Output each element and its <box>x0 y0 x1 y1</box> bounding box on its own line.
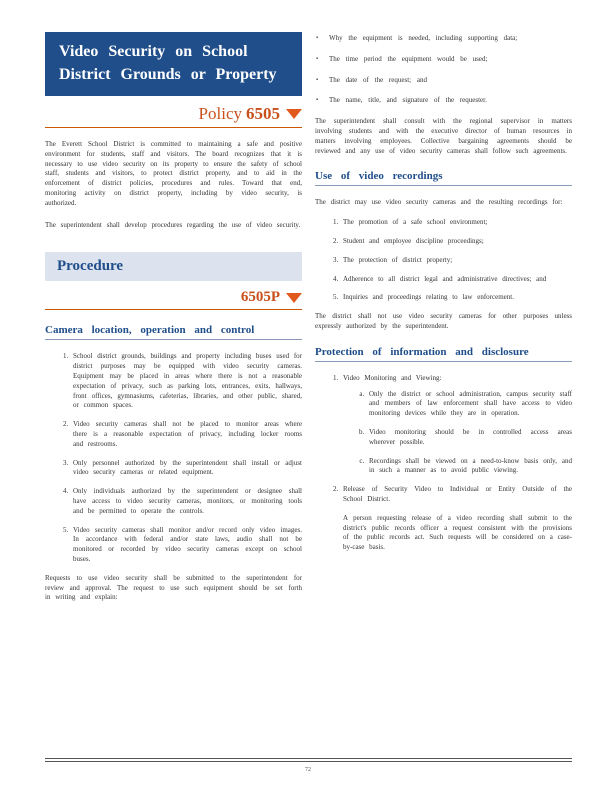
policy-number: 6505 <box>246 104 280 123</box>
procedure-heading-box <box>45 252 302 281</box>
bullet-text: Why the equipment is needed, including supporting data; <box>329 34 518 42</box>
policy-label: Policy <box>198 104 242 123</box>
footer-divider <box>45 758 572 759</box>
bullet-text: The date of the request; and <box>329 75 427 84</box>
intro-paragraph: The Everett School District is committed to maintaining a safe and positive environment for students, staff and visitors. The board recognizes that it is necessary to use video security on its property to ensure the safety of school staff, students and visitors, to protect district property, and to aid in the enforcement of district policies, procedures and rules. Toward that end, monitoring activity on district property, including by video security, is authorized. <box>45 140 302 207</box>
section-heading: Protection of information and disclosure <box>315 346 572 362</box>
list-item <box>316 75 572 86</box>
monitoring-sublist <box>343 390 572 477</box>
list-item: 3. The protection of district property; <box>343 256 572 266</box>
use-closing-paragraph: The district shall not use video security cameras for other purposes unless expressly authorized by the superintendent. <box>315 312 572 330</box>
bullet-icon: ▪ <box>316 55 319 62</box>
camera-rules-list <box>45 352 302 564</box>
protection-list <box>315 374 572 553</box>
bullet-text: The name, title, and signature of the requester. <box>329 96 487 105</box>
bullet-icon: ▪ <box>316 76 319 83</box>
list-item: 4. Only individuals authorized by the superintendent or designee shall have access to video security cameras, monitors, or monitoring tools and be permitted to operate the controls. <box>73 487 302 516</box>
policy-title: Video Security on School District Grounds or Property <box>59 43 277 83</box>
section-heading: Camera location, operation and control <box>45 324 302 340</box>
policy-title-banner <box>45 32 302 96</box>
bullet-icon: ▪ <box>316 97 319 104</box>
use-intro-paragraph: The district may use video security cameras and the resulting recordings for: <box>315 198 563 207</box>
list-item <box>343 485 572 553</box>
footer-divider <box>45 761 572 762</box>
list-item <box>316 54 572 65</box>
list-item-label: Video Monitoring and Viewing: <box>343 373 442 382</box>
list-item: 3. Only personnel authorized by the superintendent shall install or adjust video security cameras or related equipment. <box>73 459 302 479</box>
right-column <box>315 34 572 562</box>
procedure-code-line <box>45 289 302 310</box>
page-number: 72 <box>305 767 311 773</box>
list-item-label: Release of Security Video to Individual or Entity Outside of the School District. <box>343 485 572 503</box>
intro-paragraph: The superintendent shall develop procedures regarding the use of video security. <box>45 220 301 229</box>
bullet-icon: ▪ <box>316 35 319 41</box>
triangle-down-icon <box>286 109 302 119</box>
left-column <box>45 32 302 603</box>
triangle-down-icon <box>286 293 302 303</box>
policy-number-line <box>45 104 302 128</box>
list-item: 1. The promotion of a safe school environment; <box>343 218 572 228</box>
list-item: 2. Student and employee discipline proceedings; <box>343 237 572 247</box>
list-item: 5. Inquiries and proceedings relating to law enforcement. <box>343 293 572 303</box>
sub-list-item: b. Video monitoring should be in controlled access areas wherever possible. <box>369 428 572 448</box>
consult-paragraph: The superintendent shall consult with the regional supervisor in matters involving students and with the executive director of human resources in matters involving employees. Collective bargaining agreements should be reviewed and any use of video security cameras shall follow such agreements. <box>315 117 572 155</box>
procedure-heading: Procedure <box>57 258 124 275</box>
list-item: 2. Video security cameras shall not be placed to monitor areas where there is a reasonable expectation of privacy, including locker rooms and restrooms. <box>73 420 302 449</box>
list-item: 4. Adherence to all district legal and administrative directives; and <box>343 275 572 285</box>
list-item: 1. School district grounds, buildings and property including buses used for district purposes may be equipped with video security cameras. Equipment may be placed in areas where there is not a reasonable expectation of privacy, such as parking lots, entrances, exits, hallways, front offices, gymnasiums, cafeterias, libraries, and other public, shared, or common spaces. <box>73 352 302 411</box>
use-list <box>315 218 572 303</box>
sub-list-item: a. Only the district or school administration, campus security staff and members of law enforcement shall have access to video monitoring devices while they are in operation. <box>369 390 572 419</box>
request-paragraph: Requests to use video security shall be submitted to the superintendent for review and approval. The request to use such equipment should be set forth in writing and explain: <box>45 573 302 602</box>
list-item: 5. Video security cameras shall monitor and/or record only video images. In accordance with federal and/or state laws, audio shall not be monitored or recorded by video security cameras except on school buses. <box>73 526 302 565</box>
list-item <box>316 96 572 106</box>
bullet-text: The time period the equipment would be used; <box>329 54 488 63</box>
section-heading: Use of video recordings <box>315 170 572 186</box>
release-paragraph: A person requesting release of a video recording shall submit to the district's public records officer a request consistent with the provisions of the public records act. Such requests will be considered on a case-by-case basis. <box>343 513 572 552</box>
procedure-code: 6505P <box>240 289 280 306</box>
list-item <box>316 34 572 44</box>
sub-list-item: c. Recordings shall be viewed on a need-to-know basis only, and in such a manner as to avoid public viewing. <box>369 457 572 477</box>
list-item <box>343 374 572 476</box>
request-requirements-list <box>315 34 572 106</box>
